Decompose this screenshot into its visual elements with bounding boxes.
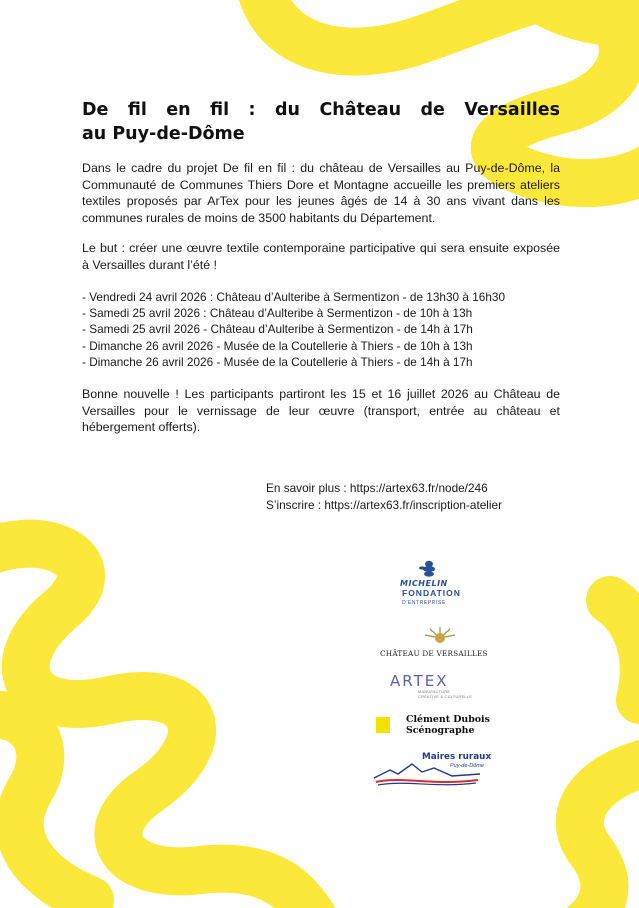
artex-logo	[390, 672, 472, 699]
artex-line1: MANUFACTURE	[418, 690, 451, 694]
maires-sub: Puy-de-Dôme	[450, 763, 484, 769]
info-links	[266, 480, 502, 514]
clement-line1: Clément Dubois	[406, 714, 490, 725]
session-item: - Samedi 25 avril 2026 : Château d’Aulteribe à Sermentizon - de 10h à 13h	[82, 306, 473, 321]
more-info-link[interactable]: En savoir plus : https://artex63.fr/node/246	[266, 481, 488, 495]
artex-line2: CRÉATIVE & CULTURELLE	[418, 694, 473, 699]
title-line-2: au Puy-de-Dôme	[82, 124, 245, 144]
page-title	[82, 98, 560, 146]
session-item: - Vendredi 24 avril 2026 : Château d’Aulteribe à Sermentizon - de 13h30 à 16h30	[82, 290, 506, 304]
session-item: - Dimanche 26 avril 2026 - Musée de la Coutellerie à Thiers - de 10h à 13h	[82, 338, 473, 353]
intro-paragraph: Dans le cadre du projet De fil en fil : du château de Versailles au Puy-de-Dôme, la Communauté de Communes Thiers Dore et Montagne accueille les premiers ateliers textiles proposés par ArTex pour les jeunes âgés de 14 à 30 ans vivant dans les communes rurales de moins de 3500 habitants du Département.	[82, 161, 560, 225]
clement-line2: Scénographe	[406, 725, 475, 736]
session-item: - Samedi 25 avril 2026 - Château d’Aulteribe à Sermentizon - de 14h à 17h	[82, 322, 473, 337]
session-item: - Dimanche 26 avril 2026 - Musée de la Coutellerie à Thiers - de 14h à 17h	[82, 354, 473, 369]
main-content	[82, 98, 560, 436]
session-list	[82, 289, 560, 370]
yellow-square-icon	[376, 717, 390, 733]
artex-name: ARTEX	[390, 672, 449, 690]
maires-name: Maires ruraux	[422, 752, 492, 762]
title-line-1: De fil en fil : du Château de Versailles	[82, 100, 560, 120]
goal-paragraph: Le but : créer une œuvre textile contemporaine participative qui sera ensuite exposée à Versailles durant l’été !	[82, 241, 560, 272]
news-paragraph: Bonne nouvelle ! Les participants partiront les 15 et 16 juillet 2026 au Château de Versailles pour le vernissage de leur œuvre (transport, entrée au château et hébergement offerts).	[82, 387, 560, 435]
signup-link[interactable]: S’inscrire : https://artex63.fr/inscription-atelier	[266, 498, 503, 512]
versailles-name: CHÂTEAU DE VERSAILLES	[380, 649, 488, 658]
michelin-line2: D’ENTREPRISE	[402, 600, 446, 606]
michelin-name: MICHELIN	[400, 579, 448, 588]
michelin-line1: FONDATION	[402, 588, 461, 598]
michelin-man-icon	[418, 560, 440, 578]
sun-emblem-icon	[422, 626, 458, 648]
